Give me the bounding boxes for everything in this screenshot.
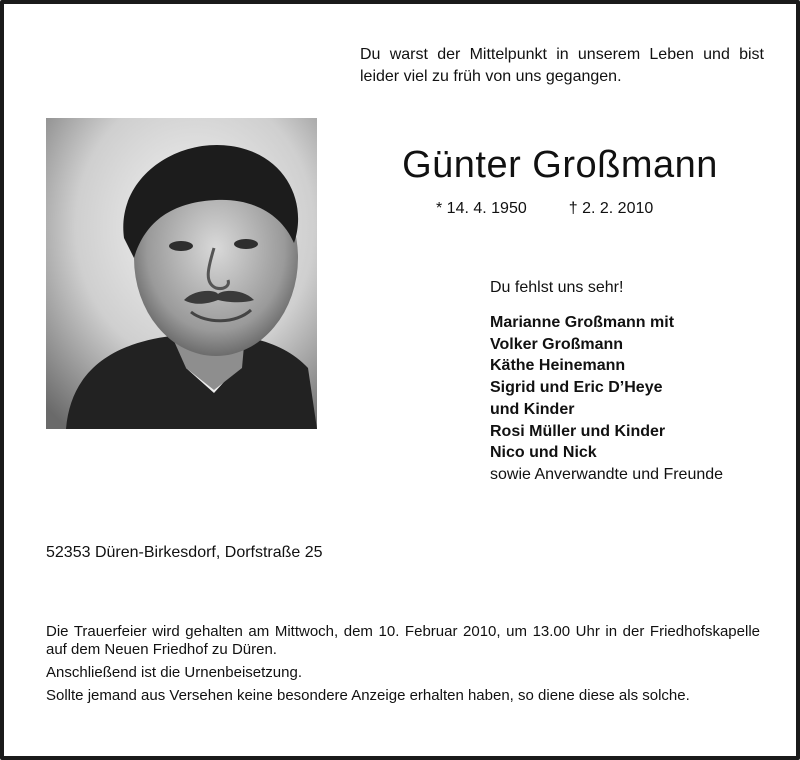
- funeral-info: [46, 623, 760, 710]
- birth-date: * 14. 4. 1950: [436, 200, 527, 217]
- mourner-name: Marianne Großmann mit: [490, 314, 675, 331]
- funeral-details: Die Trauerfeier wird gehalten am Mittwoch, dem 10. Februar 2010, um 13.00 Uhr in der Friedhofskapelle auf dem Neuen Friedhof zu Düren.: [46, 623, 760, 658]
- mourners-intro: Du fehlst uns sehr!: [490, 279, 624, 296]
- mourner-name: Sigrid und Eric D’Heye: [490, 379, 663, 397]
- motto-text: Du warst der Mittelpunkt in unserem Leben und bist leider viel zu früh von uns gegangen.: [360, 46, 764, 85]
- death-date: † 2. 2. 2010: [568, 200, 654, 217]
- life-dates: [436, 200, 653, 218]
- mourner-name: Volker Großmann: [490, 335, 624, 353]
- urn-burial-note: Anschließend ist die Urnenbeisetzung.: [46, 664, 302, 681]
- mourner-name: Käthe Heinemann: [490, 357, 626, 375]
- portrait-photo: [46, 118, 317, 429]
- mourners-closing: sowie Anverwandte und Freunde: [490, 465, 724, 483]
- address-line: 52353 Düren-Birkesdorf, Dorfstraße 25: [46, 544, 323, 561]
- deceased-name: Günter Großmann: [402, 144, 718, 186]
- mourner-name: und Kinder: [490, 400, 575, 418]
- mourners-list: [490, 312, 723, 486]
- mourner-name: Nico und Nick: [490, 444, 597, 462]
- notice-disclaimer: Sollte jemand aus Versehen keine besondere Anzeige erhalten haben, so diene diese als solche.: [46, 687, 690, 704]
- mourner-name: Rosi Müller und Kinder: [490, 422, 666, 440]
